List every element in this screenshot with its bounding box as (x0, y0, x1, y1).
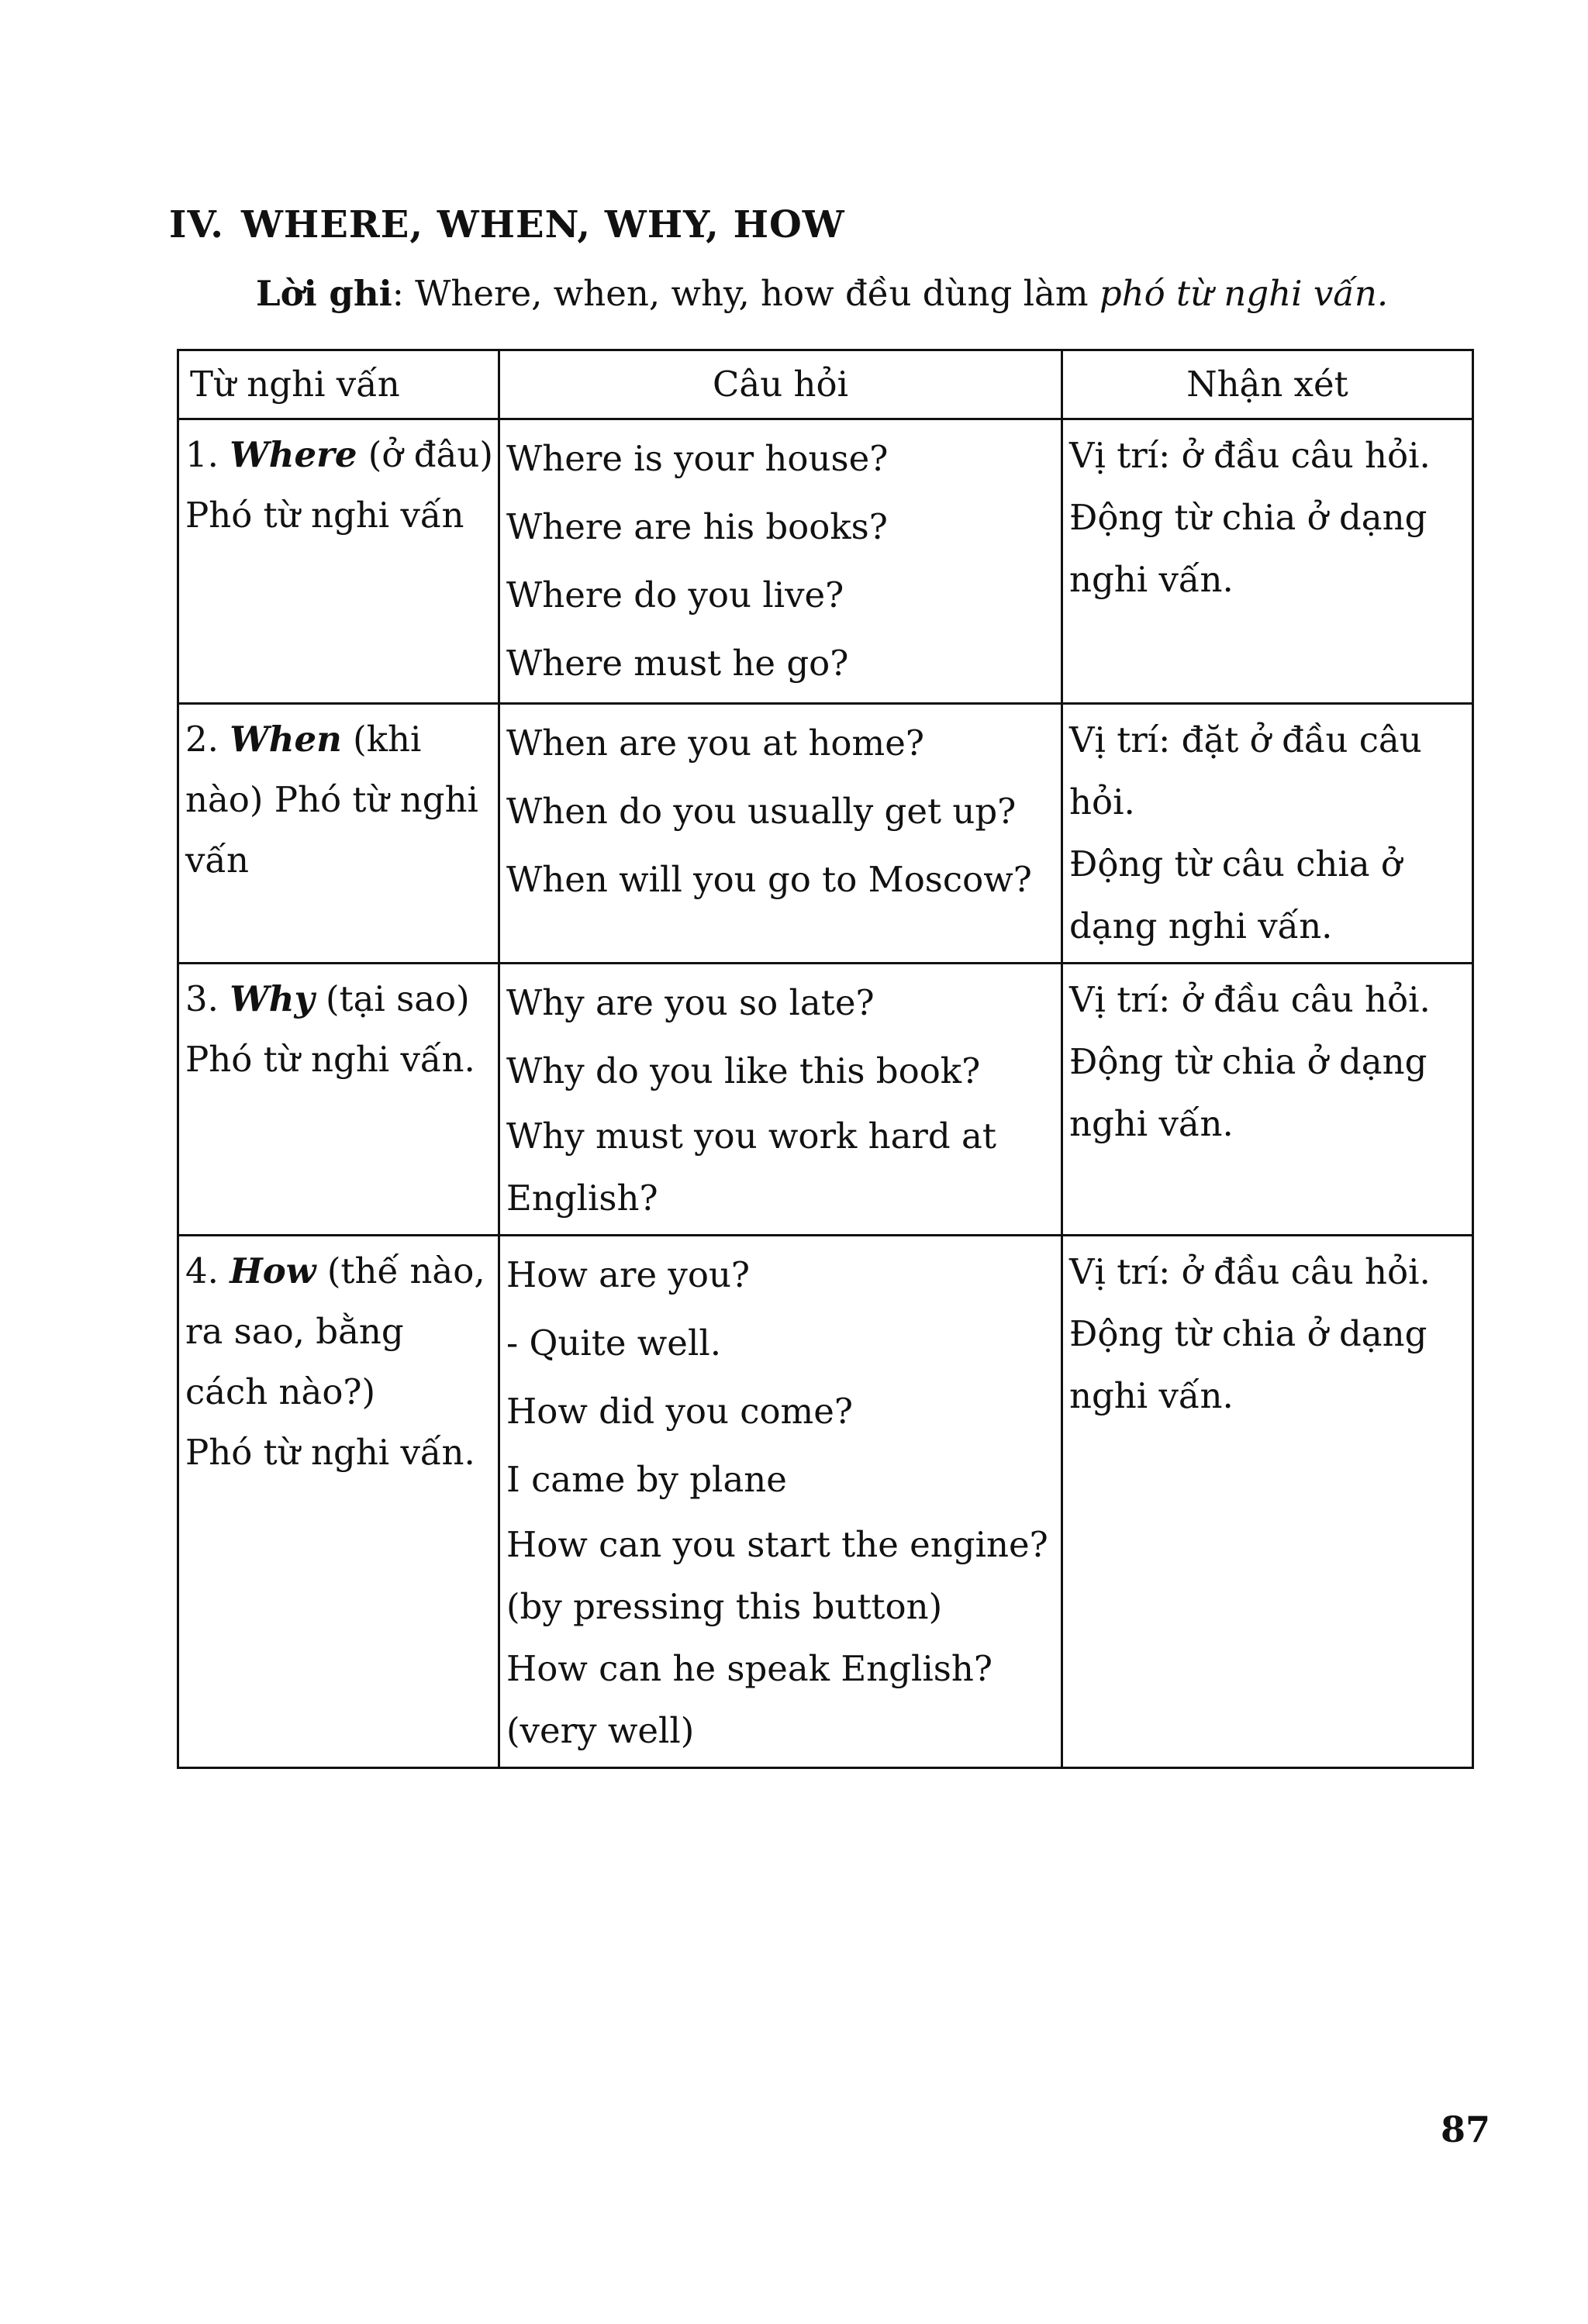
keyword: Why (230, 978, 315, 1019)
remark-line: Động từ chia ở dạng nghi vấn. (1069, 497, 1427, 600)
header-remark: Nhận xét (1062, 350, 1473, 419)
question-line: When will you go to Moscow? (506, 859, 1032, 900)
section-title: WHERE, WHEN, WHY, HOW (241, 203, 845, 247)
section-heading (169, 203, 845, 247)
table-header-row (178, 350, 1473, 419)
question-line: How did you come? (506, 1391, 853, 1432)
remarks-cell (1062, 704, 1473, 964)
question-word-cell (178, 964, 499, 1236)
keyword-meaning: (tại sao) (314, 978, 470, 1019)
question-line: Why must you work hard at English? (506, 1115, 996, 1219)
question-word-cell (178, 1236, 499, 1768)
keyword-description: Phó từ nghi vấn. (185, 1432, 475, 1473)
remarks-cell (1062, 964, 1473, 1236)
question-line: When do you usually get up? (506, 791, 1017, 832)
section-number: IV. (169, 203, 225, 247)
question-line: How are you? (506, 1254, 751, 1295)
question-words-table (177, 349, 1474, 1769)
questions-cell (499, 419, 1062, 704)
question-line: How can he speak English? (very well) (506, 1648, 992, 1751)
question-word-cell (178, 704, 499, 964)
remarks-cell (1062, 1236, 1473, 1768)
keyword-description: Phó từ nghi vấn (185, 495, 464, 536)
question-line: Where are his books? (506, 506, 888, 547)
header-question-word: Từ nghi vấn (178, 350, 499, 419)
remark-line: Động từ câu chia ở dạng nghi vấn. (1069, 843, 1402, 946)
table-row (178, 704, 1473, 964)
question-line: When are you at home? (506, 722, 924, 764)
note-paragraph (256, 273, 1388, 314)
table-row (178, 964, 1473, 1236)
remark-line: Vị trí: đặt ở đầu câu hỏi. (1069, 719, 1422, 822)
question-line: Where is your house? (506, 438, 889, 479)
question-line: I came by plane (506, 1459, 787, 1500)
note-label: Lời ghi (256, 273, 392, 314)
keyword: Where (230, 434, 357, 475)
remarks-cell (1062, 419, 1473, 704)
note-emphasis: phó từ nghi vấn. (1099, 273, 1389, 314)
table-row (178, 1236, 1473, 1768)
header-question: Câu hỏi (499, 350, 1062, 419)
page-number: 87 (1441, 2108, 1491, 2150)
keyword-meaning: (khi nào) Phó từ nghi vấn (185, 719, 478, 881)
keyword-description: Phó từ nghi vấn. (185, 1039, 475, 1080)
question-line: Why are you so late? (506, 982, 875, 1023)
keyword: How (230, 1250, 316, 1291)
remark-line: Động từ chia ở dạng nghi vấn. (1069, 1041, 1427, 1144)
table-row (178, 419, 1473, 704)
question-word-cell (178, 419, 499, 704)
remark-line: Động từ chia ở dạng nghi vấn. (1069, 1313, 1427, 1416)
remark-line: Vị trí: ở đầu câu hỏi. (1069, 435, 1431, 476)
questions-cell (499, 964, 1062, 1236)
remark-line: Vị trí: ở đầu câu hỏi. (1069, 979, 1431, 1020)
questions-cell (499, 704, 1062, 964)
question-line: How can you start the engine? (by pressing this button) (506, 1524, 1048, 1627)
question-line: Where do you live? (506, 574, 844, 615)
keyword-meaning: (ở đâu) (357, 434, 493, 475)
question-line: Why do you like this book? (506, 1050, 981, 1091)
keyword: When (230, 719, 342, 760)
remark-line: Vị trí: ở đầu câu hỏi. (1069, 1251, 1431, 1292)
keyword-meaning: (thế nào, ra sao, bằng cách nào?) (185, 1250, 485, 1412)
row-number: 3. (185, 978, 219, 1019)
question-line: Where must he go? (506, 643, 849, 684)
note-text: : Where, when, why, how đều dùng làm (392, 273, 1100, 314)
questions-cell (499, 1236, 1062, 1768)
row-number: 4. (185, 1250, 219, 1291)
question-line: - Quite well. (506, 1322, 722, 1364)
row-number: 1. (185, 434, 219, 475)
row-number: 2. (185, 719, 219, 760)
